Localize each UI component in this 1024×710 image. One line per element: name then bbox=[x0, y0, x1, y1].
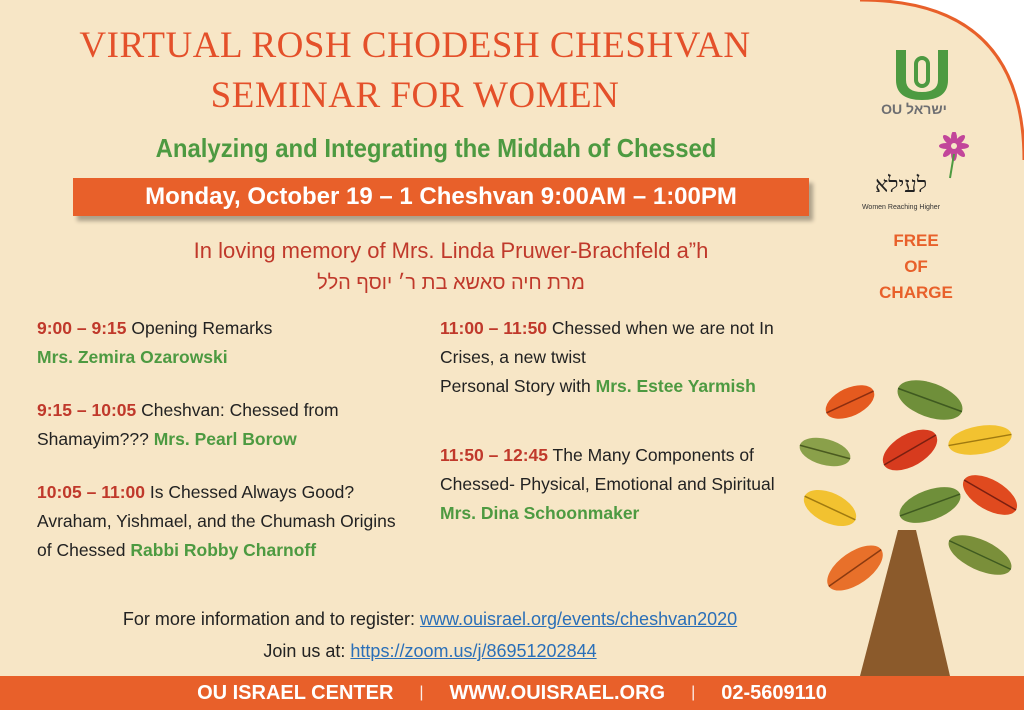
footer-bar bbox=[0, 676, 1024, 710]
session-new-twist bbox=[440, 314, 774, 401]
leaf bbox=[820, 537, 891, 600]
session-title: Is Chessed Always Good? bbox=[145, 482, 355, 502]
session-title: The Many Components of bbox=[548, 445, 754, 465]
session-time: 9:00 – 9:15 bbox=[37, 318, 127, 338]
session-time: 11:50 – 12:45 bbox=[440, 445, 549, 465]
footer-phone: 02-5609110 bbox=[721, 681, 827, 704]
session-chessed-good bbox=[37, 478, 396, 565]
leaf bbox=[943, 527, 1017, 583]
session-components bbox=[440, 441, 775, 528]
leaf bbox=[797, 433, 854, 472]
memorial-dedication: In loving memory of Mrs. Linda Pruwer-Brachfeld a”h bbox=[193, 238, 709, 263]
session-cheshvan bbox=[37, 396, 339, 454]
title-line-2: SEMINAR FOR WOMEN bbox=[210, 75, 620, 116]
footer-separator: | bbox=[691, 684, 696, 701]
date-banner-text: Monday, October 19 – 1 Cheshvan 9:00AM – 1:00PM bbox=[145, 183, 737, 210]
leaf bbox=[821, 378, 880, 425]
session-title-cont: Avraham, Yishmael, and the Chumash Origins bbox=[37, 511, 396, 531]
session-speaker: Mrs. Estee Yarmish bbox=[595, 376, 756, 396]
session-opening bbox=[37, 314, 272, 372]
date-banner bbox=[73, 178, 809, 216]
footer-center-name: OU ISRAEL CENTER bbox=[197, 681, 394, 704]
register-label: For more information and to register: bbox=[122, 609, 420, 629]
join-label: Join us at: bbox=[263, 641, 351, 661]
layla-logo-subtitle: Women Reaching Higher bbox=[861, 204, 941, 211]
session-title-cont: Shamayim??? bbox=[37, 429, 154, 449]
session-title: Chessed when we are not In bbox=[547, 318, 774, 338]
join-info bbox=[0, 636, 860, 666]
layla-logo-text: לעילא bbox=[874, 173, 927, 198]
free-label: FREE bbox=[893, 231, 939, 250]
zoom-link[interactable]: https://zoom.us/j/86951202844 bbox=[350, 641, 597, 661]
session-time: 10:05 – 11:00 bbox=[37, 482, 146, 502]
autumn-tree-illustration bbox=[790, 360, 1024, 676]
memorial-hebrew: מרת חיה סאשא בת ר׳ יוסף הלל bbox=[317, 272, 585, 294]
session-title: Cheshvan: Chessed from bbox=[136, 400, 339, 420]
ou-logo-label: OU ישראל bbox=[881, 101, 947, 117]
session-title: Opening Remarks bbox=[126, 318, 273, 338]
leaf bbox=[876, 421, 944, 479]
session-speaker: Mrs. Dina Schoonmaker bbox=[440, 503, 640, 523]
register-link[interactable]: www.ouisrael.org/events/cheshvan2020 bbox=[419, 609, 738, 629]
ou-logo-icon bbox=[890, 42, 954, 102]
footer-website[interactable]: WWW.OUISRAEL.ORG bbox=[449, 681, 666, 704]
session-line bbox=[37, 314, 272, 343]
leaf bbox=[798, 483, 861, 534]
session-speaker: Rabbi Robby Charnoff bbox=[130, 540, 317, 560]
session-title-cont: Personal Story with bbox=[440, 376, 596, 396]
session-title-cont: of Chessed bbox=[37, 540, 131, 560]
session-speaker: Mrs. Pearl Borow bbox=[153, 429, 297, 449]
session-title-cont: Chessed- Physical, Emotional and Spiritual bbox=[440, 474, 775, 494]
leaf bbox=[892, 372, 968, 427]
free-label-2: OF CHARGE bbox=[879, 257, 953, 302]
title-line-1: VIRTUAL ROSH CHODESH CHESHVAN bbox=[79, 25, 751, 66]
leaf bbox=[957, 467, 1024, 523]
session-title-cont: Crises, a new twist bbox=[440, 347, 586, 367]
leaf bbox=[895, 480, 965, 530]
subtitle: Analyzing and Integrating the Middah of Chessed bbox=[155, 133, 717, 163]
session-speaker: Mrs. Zemira Ozarowski bbox=[37, 347, 228, 367]
footer-separator: | bbox=[419, 684, 424, 701]
register-info bbox=[0, 604, 860, 634]
leaf bbox=[946, 421, 1014, 460]
session-time: 9:15 – 10:05 bbox=[37, 400, 137, 420]
session-time: 11:00 – 11:50 bbox=[440, 318, 548, 338]
